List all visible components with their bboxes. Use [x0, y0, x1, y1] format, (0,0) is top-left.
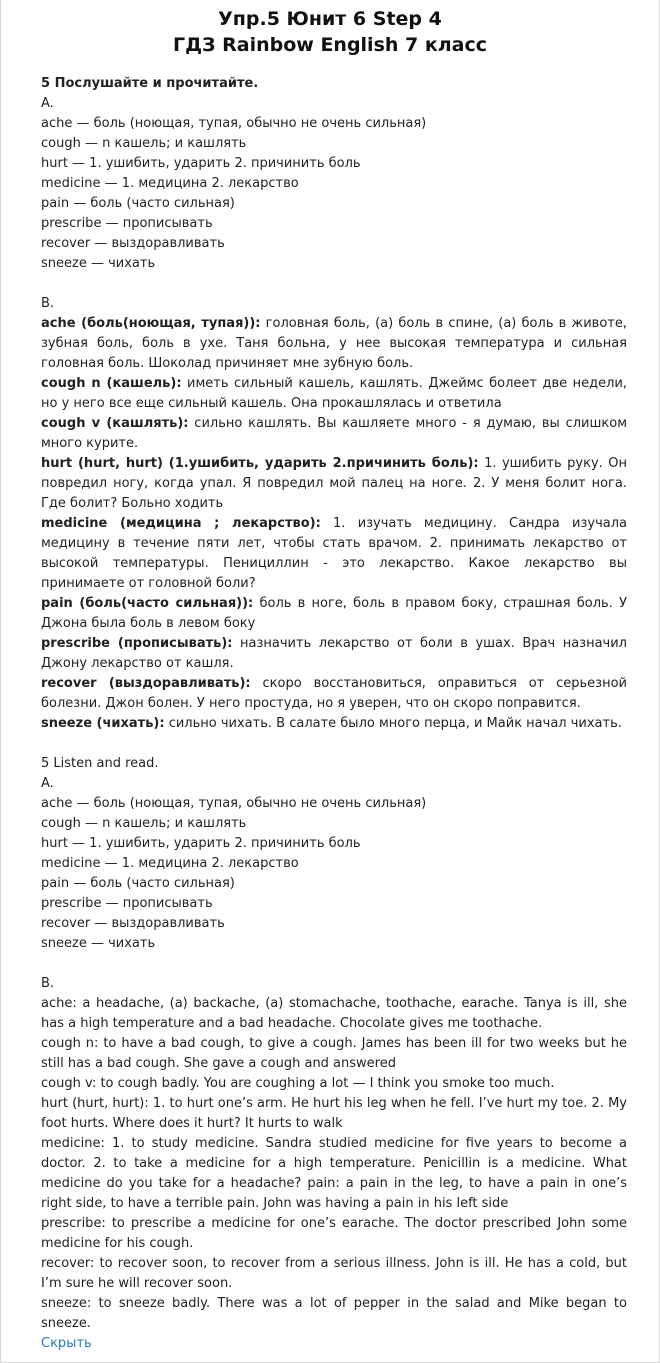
ru-entry-text: сильно кашлять. Вы кашляете много - я думаю, вы слишком много курите. — [41, 416, 627, 451]
en-entry-ache: ache: a headache, (a) backache, (a) stomachache, toothache, earache. Tanya is ill, she has a high temperature and a bad headache. Chocolate gives me toothache. — [41, 996, 627, 1031]
ru-word-item: cough — n кашель; и кашлять — [41, 136, 247, 151]
en-entry-prescribe: prescribe: to prescribe a medicine for one’s earache. The doctor prescribed John some medicine for his cough. — [41, 1216, 627, 1251]
ru-heading: 5 Послушайте и прочитайте. — [41, 76, 259, 91]
en-entry-sneeze: sneeze: to sneeze badly. There was a lot of pepper in the salad and Mike began to sneeze. — [41, 1296, 627, 1331]
spacer — [41, 274, 627, 294]
ru-word-item: medicine — 1. медицина 2. лекарство — [41, 176, 299, 191]
ru-entry-prescribe — [41, 634, 627, 674]
ru-entry-term: cough v (кашлять): — [41, 416, 189, 431]
ru-entry-text: 1. изучать медицину. Сандра изучала медицину в течение пяти лет, чтобы стать врачом. 2. принимать лекарство от высокой температуры. Пенициллин - это лекарство. Какое лекарство вы принимаете от головной боли? — [41, 516, 627, 591]
en-word-item: medicine — 1. медицина 2. лекарство — [41, 856, 299, 871]
ru-entry-cough-v — [41, 414, 627, 454]
ru-entry-text: сильно чихать. В салате было много перца, и Майк начал чихать. — [164, 716, 622, 731]
en-word-item: hurt — 1. ушибить, ударить 2. причинить боль — [41, 836, 361, 851]
ru-entry-recover — [41, 674, 627, 714]
ru-entry-text: 1. ушибить руку. Он повредил ногу, когда упал. Я повредил мой палец на ноге. 2. У меня болит нога. Где болит? Больно ходить — [41, 456, 627, 511]
ru-entry-term: medicine (медицина ; лекарство): — [41, 516, 321, 531]
ru-section-b-label: B. — [41, 296, 55, 311]
ru-entry-term: pain (боль(часто сильная)): — [41, 596, 254, 611]
ru-entry-text: назначить лекарство от боли в ушах. Врач назначил Джону лекарство от кашля. — [41, 636, 627, 671]
en-word-item: cough — n кашель; и кашлять — [41, 816, 247, 831]
ru-entry-term: cough n (кашель): — [41, 376, 182, 391]
ru-entry-pain — [41, 594, 627, 634]
en-section-a-label: A. — [41, 776, 54, 791]
ru-entry-term: ache (боль(ноющая, тупая)): — [41, 316, 261, 331]
title-line-2: ГДЗ Rainbow English 7 класс — [172, 34, 488, 56]
ru-entry-ache — [41, 314, 627, 374]
en-word-item: sneeze — чихать — [41, 936, 156, 951]
en-word-item: recover — выздоравливать — [41, 916, 225, 931]
page-title — [1, 0, 659, 58]
ru-entry-term: recover (выздоравливать): — [41, 676, 251, 691]
en-heading: 5 Listen and read. — [41, 756, 159, 771]
ru-word-item: sneeze — чихать — [41, 256, 156, 271]
en-entry-medicine: medicine: 1. to study medicine. Sandra studied medicine for five years to become a doctor. 2. to take a medicine for a high temperature. Penicillin is a medicine. What medicine do you take for a headache? pain: a pain in the leg, to have a pain in one’s right side, to have a terrible pain. John was having a pain in his left side — [41, 1136, 627, 1211]
ru-section-a-label: A. — [41, 96, 54, 111]
en-section-b-label: B. — [41, 976, 55, 991]
en-word-item: prescribe — прописывать — [41, 896, 213, 911]
ru-entry-sneeze — [41, 714, 627, 734]
en-word-item: ache — боль (ноющая, тупая, обычно не очень сильная) — [41, 796, 427, 811]
en-word-item: pain — боль (часто сильная) — [41, 876, 235, 891]
ru-entry-text: головная боль, (а) боль в спине, (а) боль в животе, зубная боль, боль в ухе. Таня больна, у нее высокая температура и сильная головная боль. Шоколад причиняет мне зубную боль. — [41, 316, 627, 371]
ru-entry-medicine — [41, 514, 627, 594]
en-entry-cough-n: cough n: to have a bad cough, to give a cough. James has been ill for two weeks but he still has a bad cough. She gave a cough and answered — [41, 1036, 627, 1071]
ru-word-item: ache — боль (ноющая, тупая, обычно не очень сильная) — [41, 116, 427, 131]
ru-word-item: hurt — 1. ушибить, ударить 2. причинить боль — [41, 156, 361, 171]
ru-entry-hurt — [41, 454, 627, 514]
en-entry-recover: recover: to recover soon, to recover from a serious illness. John is ill. He has a cold, but I’m sure he will recover soon. — [41, 1256, 627, 1291]
en-entry-cough-v: cough v: to cough badly. You are coughing a lot — I think you smoke too much. — [41, 1076, 555, 1091]
ru-word-item: recover — выздоравливать — [41, 236, 225, 251]
title-line-1: Упр.5 Юнит 6 Step 4 — [218, 8, 442, 30]
answer-content — [41, 74, 627, 1354]
ru-entry-text: скоро восстановиться, оправиться от серьезной болезни. Джон болен. У него простуда, но я уверен, что он скоро поправится. — [41, 676, 627, 711]
ru-entry-term: prescribe (прописывать): — [41, 636, 233, 651]
ru-word-item: pain — боль (часто сильная) — [41, 196, 235, 211]
spacer — [41, 954, 627, 974]
ru-entry-term: sneeze (чихать): — [41, 716, 165, 731]
ru-entry-cough-n — [41, 374, 627, 414]
ru-entry-text: иметь сильный кашель, кашлять. Джеймс болеет две недели, но у него все еще сильный кашель. Она прокашлялась и ответила — [41, 376, 627, 411]
ru-entry-term: hurt (hurt, hurt) (1.ушибить, ударить 2.причинить боль): — [41, 456, 479, 471]
spacer — [41, 734, 627, 754]
ru-entry-text: боль в ноге, боль в правом боку, страшная боль. У Джона была боль в левом боку — [41, 596, 627, 631]
hide-answer-link[interactable]: Скрыть — [41, 1336, 92, 1351]
en-entry-hurt: hurt (hurt, hurt): 1. to hurt one’s arm. He hurt his leg when he fell. I’ve hurt my toe. 2. My foot hurts. Where does it hurt? It hurts to walk — [41, 1096, 627, 1131]
ru-word-item: prescribe — прописывать — [41, 216, 213, 231]
